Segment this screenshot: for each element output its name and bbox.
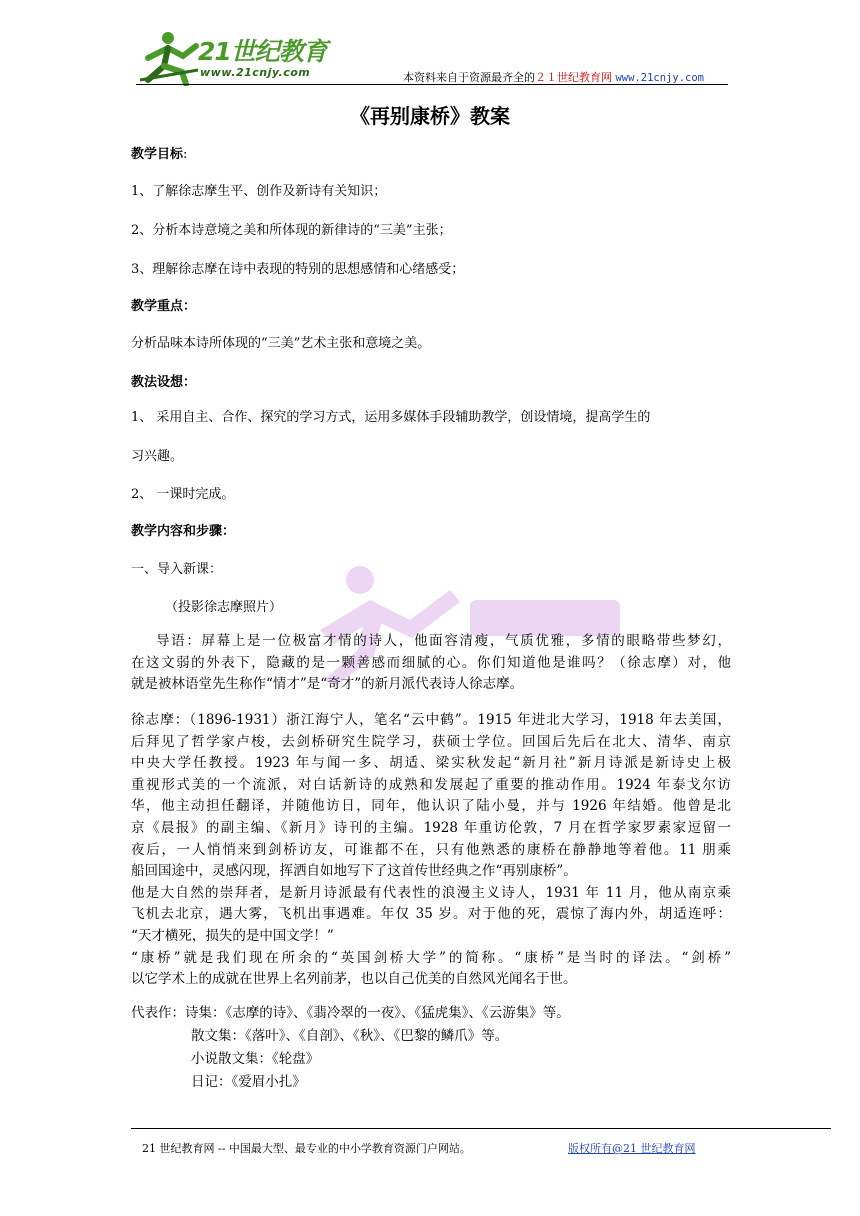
bio-line-4: 重视形式美的一个流派，对白话新诗的成熟和发展起了重要的推动作用。1924 年泰戈尔访	[131, 776, 731, 793]
goals-heading: 教学目标	[131, 147, 184, 162]
works-poetry: 诗集：《志摩的诗》、《翡冷翠的一夜》、《猛虎集》、《云游集》等。	[185, 1005, 570, 1021]
bio-line-11: “天才横死，损失的是中国文学！”	[131, 927, 334, 944]
goal-item-2: 2、分析本诗意境之美和所体现的新律诗的“三美”主张；	[131, 223, 452, 238]
bio-line-10: 飞机去北京，遇大雾，飞机出事遇难。年仅 35 岁。对于他的死，震惊了海内外，胡适连呼：	[131, 906, 731, 923]
logo-url: www.21cnjy.com	[200, 66, 311, 79]
intro-line-2: 在这文弱的外表下，隐藏的是一颗善感而细腻的心。你们知道他是谁吗？（徐志摩）对，他	[131, 654, 731, 671]
bio-line-13: 以它学术上的成就在世界上名列前茅，也以自己优美的自然风光闻名于世。	[131, 971, 577, 988]
logo-text: 21世纪教育	[198, 37, 327, 66]
bio-line-5: 华，他主动担任翻译，并随他访日，同年，他认识了陆小曼，并与 1926 年结婚。他曾是北	[131, 798, 731, 815]
goal-item-1: 1、了解徐志摩生平、创作及新诗有关知识；	[131, 184, 387, 199]
biography-paragraph	[131, 710, 731, 991]
works-prose: 散文集：《落叶》、《自剖》、《秋》、《巴黎的鳞爪》等。	[191, 1028, 509, 1044]
method-heading: 教法设想：	[131, 375, 197, 390]
focus-heading: 教学重点：	[131, 299, 197, 314]
goals-heading-line	[131, 143, 187, 162]
works-novel: 小说散文集：《轮盘》	[191, 1051, 320, 1067]
bio-line-6: 京《晨报》的副主编、《新月》诗刊的主编。1928 年重访伦敦，7 月在哲学家罗素家逗留一	[131, 819, 731, 836]
footer-divider	[131, 1128, 831, 1129]
goals-colon: :	[183, 147, 188, 162]
intro-line-3: 就是被林语堂先生称作“情才”是“奇才”的新月派代表诗人徐志摩。	[131, 676, 524, 693]
header-site-link[interactable]: ２１世纪教育网	[534, 71, 612, 84]
photo-note: （投影徐志摩照片）	[165, 600, 283, 615]
content-heading: 教学内容和步骤：	[131, 524, 236, 539]
header-note-prefix: 本资料来自于资源最齐全的	[402, 71, 535, 84]
section-1-heading: 一、导入新课：	[131, 562, 223, 577]
bio-line-1: 徐志摩：（1896-1931）浙江海宁人，笔名“云中鹤”。1915 年进北大学习，1918 年去美国，	[131, 712, 731, 728]
header-source-note	[403, 69, 704, 85]
bio-line-3: 中央大学任教授。1923 年与闻一多、胡适、梁实秋发起“新月社”新月诗派是新诗史上极	[131, 755, 731, 772]
bio-line-2: 后拜见了哲学家卢梭，去剑桥研究生院学习，获硕士学位。回国后先后在北大、清华、南京	[131, 733, 731, 750]
bio-line-12: “康桥”就是我们现在所余的“英国剑桥大学”的简称。“康桥”是当时的译法。“剑桥”	[131, 949, 731, 966]
bio-line-8: 船回国途中，灵感闪现，挥洒自如地写下了这首传世经典之作“再别康桥”。	[131, 863, 577, 880]
method-item-1-line-2: 习兴趣。	[131, 449, 184, 464]
works-diary: 日记：《爱眉小扎》	[191, 1074, 306, 1090]
intro-paragraph	[131, 631, 731, 696]
header-divider	[136, 84, 728, 85]
footer-description: 21 世纪教育网 -- 中国最大型、最专业的中小学教育资源门户网站。	[142, 1142, 471, 1155]
method-item-2: 2、 一课时完成。	[131, 487, 235, 502]
intro-line-1: 导语：屏幕上是一位极富才情的诗人，他面容清瘦，气质优雅，多情的眼略带些梦幻，	[156, 633, 731, 649]
page-title: 《再别康桥》教案	[350, 104, 510, 128]
footer-copyright-link[interactable]: 版权所有@21 世纪教育网	[568, 1142, 696, 1155]
bio-line-7: 夜后，一人悄悄来到剑桥访友，可谁都不在，只有他熟悉的康桥在静静地等着他。11 朋乘	[131, 841, 731, 858]
goal-item-3: 3、理解徐志摩在诗中表现的特别的思想感情和心绪感受；	[131, 262, 465, 277]
works-label: 代表作：	[131, 1005, 185, 1021]
works-poetry-line	[131, 1001, 570, 1021]
focus-text: 分析品味本诗所体现的“三美”艺术主张和意境之美。	[131, 336, 431, 351]
bio-line-9: 他是大自然的崇拜者，是新月诗派最有代表性的浪漫主义诗人，1931 年 11 月，他从南京乘	[131, 884, 731, 901]
site-logo	[138, 28, 338, 86]
header-url-link[interactable]: www.21cnjy.com	[615, 72, 704, 84]
method-item-1-line-1: 1、 采用自主、合作、探究的学习方式，运用多媒体手段辅助教学，创设情境，提高学生的	[131, 410, 651, 425]
